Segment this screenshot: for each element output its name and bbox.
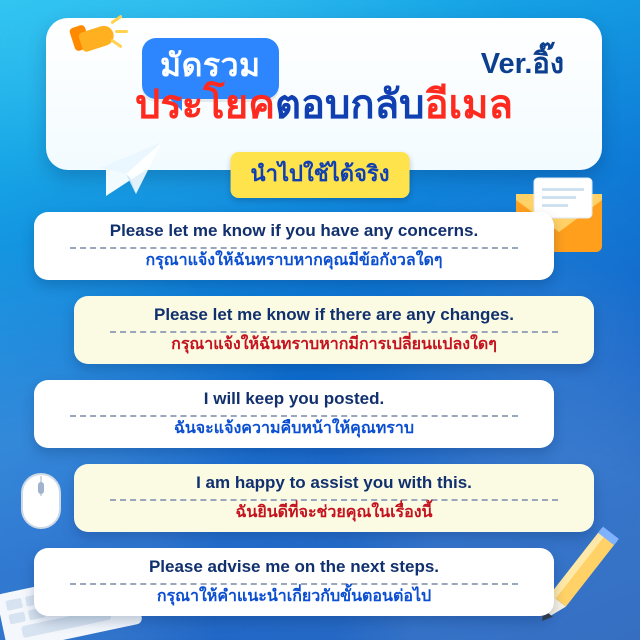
paper-plane-icon bbox=[96, 138, 166, 198]
list-item bbox=[0, 464, 640, 548]
phrase-card[interactable] bbox=[34, 212, 554, 280]
phrase-card[interactable] bbox=[74, 296, 594, 364]
phrase-thai: ฉันยินดีที่จะช่วยคุณในเรื่องนี้ bbox=[235, 504, 433, 522]
phrase-card[interactable] bbox=[34, 380, 554, 448]
phrase-english: I will keep you posted. bbox=[203, 389, 385, 409]
phrase-thai: กรุณาแจ้งให้ฉันทราบหากคุณมีข้อกังวลใดๆ bbox=[145, 252, 443, 270]
subtitle-badge: นำไปใช้ได้จริง bbox=[231, 152, 410, 198]
phrase-card[interactable] bbox=[74, 464, 594, 532]
phrase-thai: กรุณาให้คำแนะนำเกี่ยวกับขั้นตอนต่อไป bbox=[156, 588, 432, 606]
version-label: Ver.อิ๊ง bbox=[480, 48, 564, 80]
phrase-divider bbox=[110, 499, 557, 501]
phrase-thai: กรุณาแจ้งให้ฉันทราบหากมีการเปลี่ยนแปลงใดๆ bbox=[171, 336, 497, 354]
phrase-thai: ฉันจะแจ้งความคืบหน้าให้คุณทราบ bbox=[173, 420, 415, 438]
list-item bbox=[0, 548, 640, 632]
page-title-seg2: ตอบกลับ bbox=[274, 83, 425, 127]
phrase-english: Please advise me on the next steps. bbox=[148, 557, 440, 577]
phrase-divider bbox=[70, 583, 517, 585]
phrase-list bbox=[0, 212, 640, 632]
phrase-english: Please let me know if there are any changes. bbox=[154, 305, 514, 325]
list-item bbox=[0, 296, 640, 380]
page-title-seg1: ประโยค bbox=[134, 83, 275, 127]
list-item bbox=[0, 212, 640, 296]
phrase-divider bbox=[110, 331, 557, 333]
phrase-card[interactable] bbox=[34, 548, 554, 616]
phrase-english: I am happy to assist you with this. bbox=[196, 473, 472, 493]
megaphone-icon bbox=[70, 12, 128, 66]
header-badge: มัดรวม bbox=[142, 38, 279, 99]
page-title-seg3: อีเมล bbox=[424, 83, 514, 127]
list-item bbox=[0, 380, 640, 464]
page-title bbox=[46, 84, 602, 126]
phrase-divider bbox=[70, 247, 517, 249]
phrase-divider bbox=[70, 415, 517, 417]
phrase-english: Please let me know if you have any concerns. bbox=[109, 221, 479, 241]
